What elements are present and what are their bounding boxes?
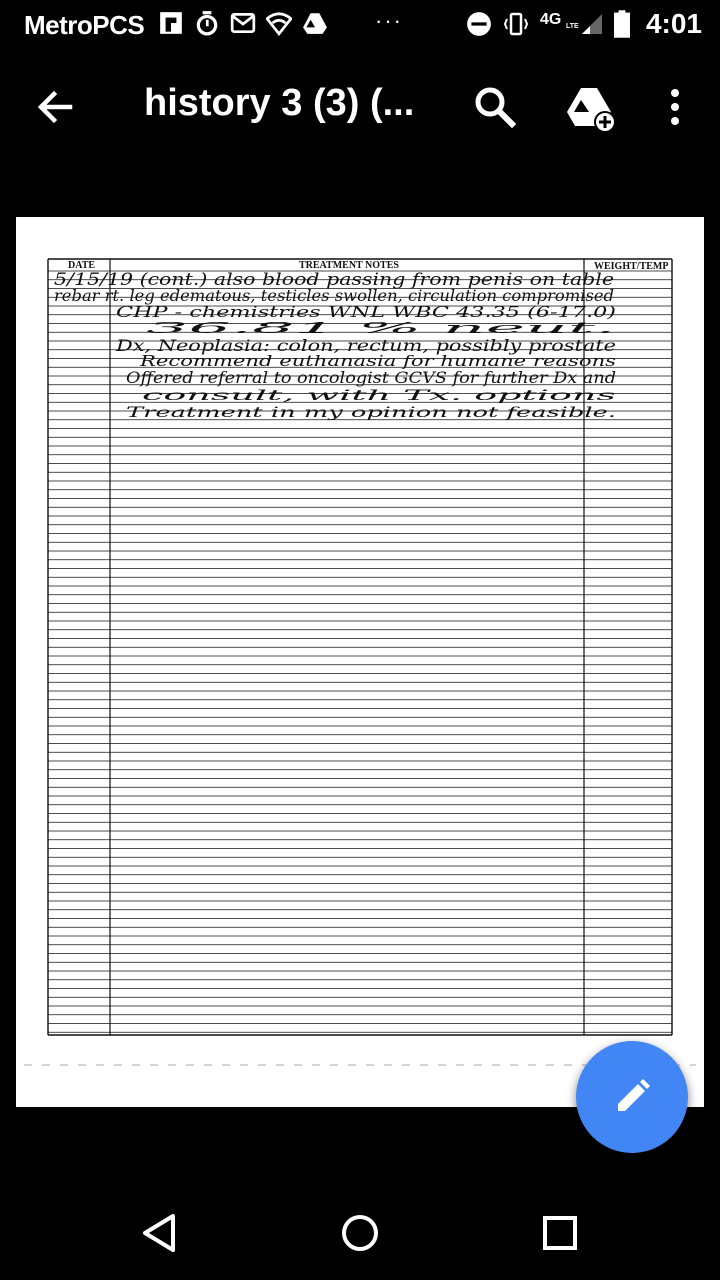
header-date: DATE	[68, 260, 96, 271]
document-title: history 3 (3) (...	[144, 82, 415, 124]
edit-fab[interactable]	[576, 1041, 688, 1153]
handwritten-line: Treatment in my opinion not feasible.	[126, 405, 616, 421]
handwritten-line: Dx, Neoplasia: colon, rectum, possibly prostate	[114, 336, 616, 355]
search-icon[interactable]	[470, 82, 520, 132]
back-arrow-icon[interactable]	[30, 82, 80, 132]
handwritten-line: consult, with Tx. options	[142, 388, 616, 404]
system-icons	[466, 8, 702, 40]
battery-icon	[614, 10, 630, 38]
handwritten-line: 5/15/19 (cont.) also blood passing from penis on table	[54, 270, 614, 290]
drive-add-icon[interactable]	[565, 80, 619, 134]
handwritten-line: rebar rt. leg edematous, testicles swollen, circulation compromised	[54, 286, 614, 305]
signal-icon	[580, 11, 604, 37]
notification-icons	[158, 10, 328, 36]
handwritten-line: Offered referral to oncologist GCVS for further Dx and	[126, 368, 616, 387]
handwritten-notes	[54, 270, 616, 421]
handwritten-line: 36.81 % neut.	[146, 319, 616, 337]
handwritten-line: CHP - chemistries WNL WBC 43.35 (6-17.0)	[116, 303, 617, 321]
handwritten-line: Recommend euthanasia for humane reasons	[138, 352, 617, 370]
treatment-notes-sheet	[16, 217, 704, 1107]
navigation-bar	[0, 1180, 720, 1280]
wifi-icon	[266, 10, 292, 36]
network-indicator	[539, 11, 579, 37]
status-bar	[0, 0, 720, 50]
more-notifications: ···	[375, 8, 403, 33]
back-triangle-icon[interactable]	[135, 1208, 185, 1258]
header-weight-temp: WEIGHT/TEMP	[594, 261, 669, 272]
app-bar	[0, 60, 720, 150]
header-treatment-notes: TREATMENT NOTES	[299, 260, 399, 271]
network-label: 4G	[539, 11, 562, 28]
flipboard-icon	[158, 10, 184, 36]
edit-pencil-icon	[612, 1077, 652, 1117]
stopwatch-icon	[194, 10, 220, 36]
gmail-icon	[230, 10, 256, 36]
home-circle-icon[interactable]	[335, 1208, 385, 1258]
vibrate-icon	[502, 11, 530, 37]
clock: 4:01	[645, 8, 702, 39]
document-page[interactable]	[16, 217, 704, 1107]
do-not-disturb-icon	[466, 11, 492, 37]
drive-notification-icon	[302, 10, 328, 36]
more-vert-icon[interactable]	[660, 82, 690, 132]
carrier-label: MetroPCS	[24, 10, 145, 40]
recents-square-icon[interactable]	[535, 1208, 585, 1258]
network-sub-label: LTE	[565, 23, 579, 30]
